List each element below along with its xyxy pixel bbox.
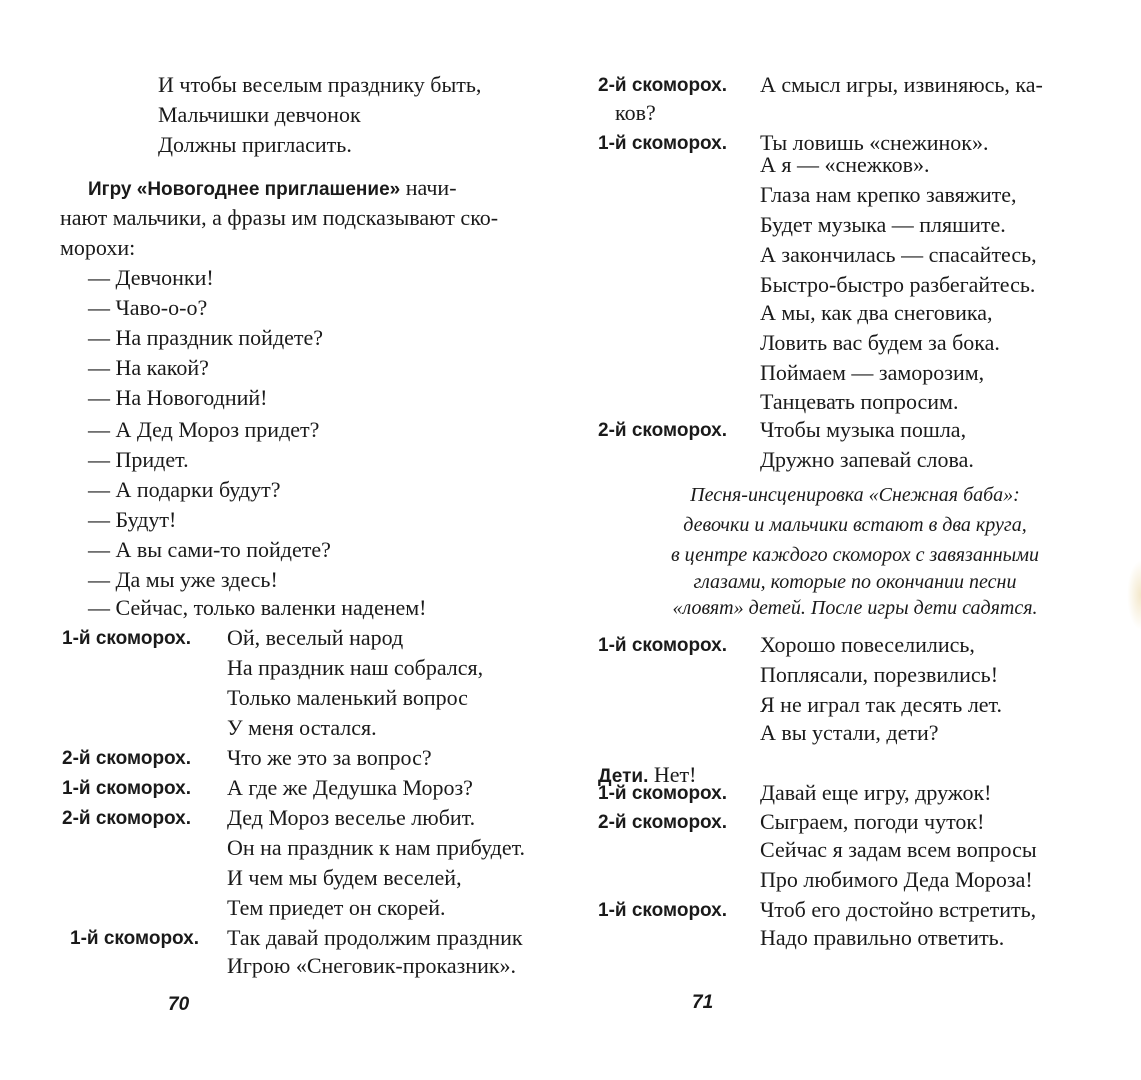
text-line (760, 632, 975, 658)
text-line (760, 212, 1006, 238)
text-line (227, 745, 432, 771)
line-text: Сейчас я задам всем вопросы (760, 837, 1037, 862)
text-line (615, 100, 656, 126)
speaker-label: 1-й скоморох. (598, 635, 728, 656)
text-line (60, 205, 498, 231)
text-line (88, 477, 281, 503)
speaker-label: 1-й скоморох. (598, 783, 728, 804)
text-line (227, 925, 523, 951)
text-line (760, 809, 984, 835)
speaker-label: 2-й скоморох. (598, 812, 728, 833)
text-line (227, 655, 483, 681)
line-text: Поймаем — заморозим, (760, 360, 985, 385)
text-line (227, 625, 403, 651)
line-text: начи- (400, 175, 457, 200)
line-text: — Будут! (88, 507, 177, 532)
line-text: морохи: (60, 235, 136, 260)
line-text: — Придет. (88, 447, 189, 472)
line-text: Нет! (648, 762, 697, 787)
line-text: А я — «снежков». (760, 152, 930, 177)
line-text: Я не играл так десять лет. (760, 692, 1003, 717)
text-line (760, 780, 991, 806)
line-text: — А вы сами-то пойдете? (88, 537, 331, 562)
text-line (60, 235, 135, 261)
speaker-label: 2-й скоморох. (62, 748, 192, 769)
text-line (227, 895, 446, 921)
text-line (760, 330, 1000, 356)
line-text: Быстро-быстро разбегайтесь. (760, 272, 1036, 297)
line-text: — Сейчас, только валенки наденем! (88, 595, 427, 620)
line-text: Дружно запевай слова. (760, 447, 974, 472)
text-line (227, 775, 473, 801)
text-line (760, 837, 1037, 863)
line-text: Давай еще игру, дружок! (760, 780, 992, 805)
text-line (760, 182, 1017, 208)
text-line (760, 152, 929, 178)
left-page (0, 0, 570, 1080)
text-line (88, 295, 207, 321)
text-line (760, 720, 939, 746)
text-line (88, 417, 319, 443)
text-line (227, 685, 468, 711)
text-line (227, 835, 525, 861)
line-text: Про любимого Деда Мороза! (760, 867, 1033, 892)
line-text: И чем мы будем веселей, (227, 865, 462, 890)
speaker-label: 2-й скоморох. (598, 75, 728, 96)
text-line (760, 897, 1036, 923)
line-text: Мальчишки девчонок (158, 102, 361, 127)
speaker-label: 1-й скоморох. (62, 778, 192, 799)
right-page (570, 0, 1141, 1080)
text-line (88, 537, 331, 563)
text-line (227, 865, 462, 891)
line-text: Дед Мороз веселье любит. (227, 805, 476, 830)
text-line (227, 805, 475, 831)
text-line (760, 389, 958, 415)
line-text: А смысл игры, извиняюсь, ка- (760, 72, 1043, 97)
line-text: — Да мы уже здесь! (88, 567, 278, 592)
text-line (88, 385, 267, 411)
stage-direction-line: Песня-инсценировка «Снежная баба»: (690, 484, 1020, 506)
text-line (760, 360, 984, 386)
text-line (88, 595, 427, 621)
line-text: Так давай продолжим праздник (227, 925, 523, 950)
line-text: На праздник наш собрался, (227, 655, 484, 680)
line-text: Хорошо повеселились, (760, 632, 975, 657)
text-line (158, 72, 481, 98)
line-text: — А Дед Мороз придет? (88, 417, 320, 442)
line-text: — На какой? (88, 355, 209, 380)
line-text: А закончилась — спасайтесь, (760, 242, 1037, 267)
line-text: — А подарки будут? (88, 477, 281, 502)
line-text: Он на праздник к нам прибудет. (227, 835, 526, 860)
text-line (760, 417, 966, 443)
line-text: — На Новогодний! (88, 385, 268, 410)
text-line (227, 953, 516, 979)
line-text: Танцевать попросим. (760, 389, 959, 414)
stage-direction-line: в центре каждого скоморох с завязанными (671, 544, 1039, 566)
speaker-label: 1-й скоморох. (62, 628, 192, 649)
line-text: А мы, как два снеговика, (760, 300, 993, 325)
text-line (760, 867, 1033, 893)
line-text: Ой, веселый народ (227, 625, 404, 650)
speaker-label: 2-й скоморох. (62, 808, 192, 829)
stage-direction-line: глазами, которые по окончании песни (693, 571, 1017, 593)
page-number: 70 (168, 994, 190, 1015)
stage-direction-line: «ловят» детей. После игры дети садятся. (672, 597, 1038, 619)
line-text: Ловить вас будем за бока. (760, 330, 1000, 355)
line-text: — На праздник пойдете? (88, 325, 324, 350)
line-text: Поплясали, порезвились! (760, 662, 999, 687)
text-line (88, 447, 189, 473)
text-line (760, 925, 1004, 951)
line-text: Чтоб его достойно встретить, (760, 897, 1037, 922)
line-text: Ты ловишь «снежинок». (760, 130, 989, 155)
line-text: И чтобы веселым празднику быть, (158, 72, 482, 97)
bold-phrase: Игру «Новогоднее приглашение» (88, 179, 401, 200)
line-text: нают мальчики, а фразы им подсказывают ско- (60, 205, 499, 230)
stage-direction-line: девочки и мальчики встают в два круга, (683, 514, 1027, 536)
line-text: Будет музыка — пляшите. (760, 212, 1006, 237)
text-line (760, 662, 998, 688)
text-line (88, 175, 457, 203)
line-text: Только маленький вопрос (227, 685, 468, 710)
page-edge-shadow (1127, 560, 1141, 630)
text-line (760, 272, 1035, 298)
speaker-label: 1-й скоморох. (598, 900, 728, 921)
line-text: У меня остался. (227, 715, 377, 740)
line-text: — Чаво-о-о? (88, 295, 208, 320)
line-text: Надо правильно ответить. (760, 925, 1005, 950)
line-text: Игрою «Снеговик-проказник». (227, 953, 517, 978)
speaker-label: Дети. (598, 766, 649, 787)
page-number: 71 (692, 992, 714, 1013)
text-line (227, 715, 377, 741)
line-text: Чтобы музыка пошла, (760, 417, 967, 442)
text-line (158, 132, 352, 158)
speaker-label: 1-й скоморох. (70, 928, 200, 949)
text-line (88, 355, 209, 381)
speaker-label: 1-й скоморох. (598, 133, 728, 154)
line-text: — Девчонки! (88, 265, 214, 290)
text-line (760, 72, 1043, 98)
line-text: ков? (615, 100, 656, 125)
line-text: Что же это за вопрос? (227, 745, 432, 770)
speaker-label: 2-й скоморох. (598, 420, 728, 441)
text-line (88, 265, 214, 291)
line-text: Сыграем, погоди чуток! (760, 809, 985, 834)
line-text: А вы устали, дети? (760, 720, 939, 745)
text-line (88, 325, 323, 351)
text-line (88, 567, 278, 593)
line-text: Глаза нам крепко завяжите, (760, 182, 1017, 207)
line-text: Должны пригласить. (158, 132, 352, 157)
line-text: А где же Дедушка Мороз? (227, 775, 473, 800)
text-line (158, 102, 361, 128)
text-line (760, 300, 993, 326)
text-line (88, 507, 176, 533)
line-text: Тем приедет он скорей. (227, 895, 446, 920)
text-line (760, 242, 1037, 268)
text-line (760, 447, 974, 473)
text-line (760, 692, 1002, 718)
